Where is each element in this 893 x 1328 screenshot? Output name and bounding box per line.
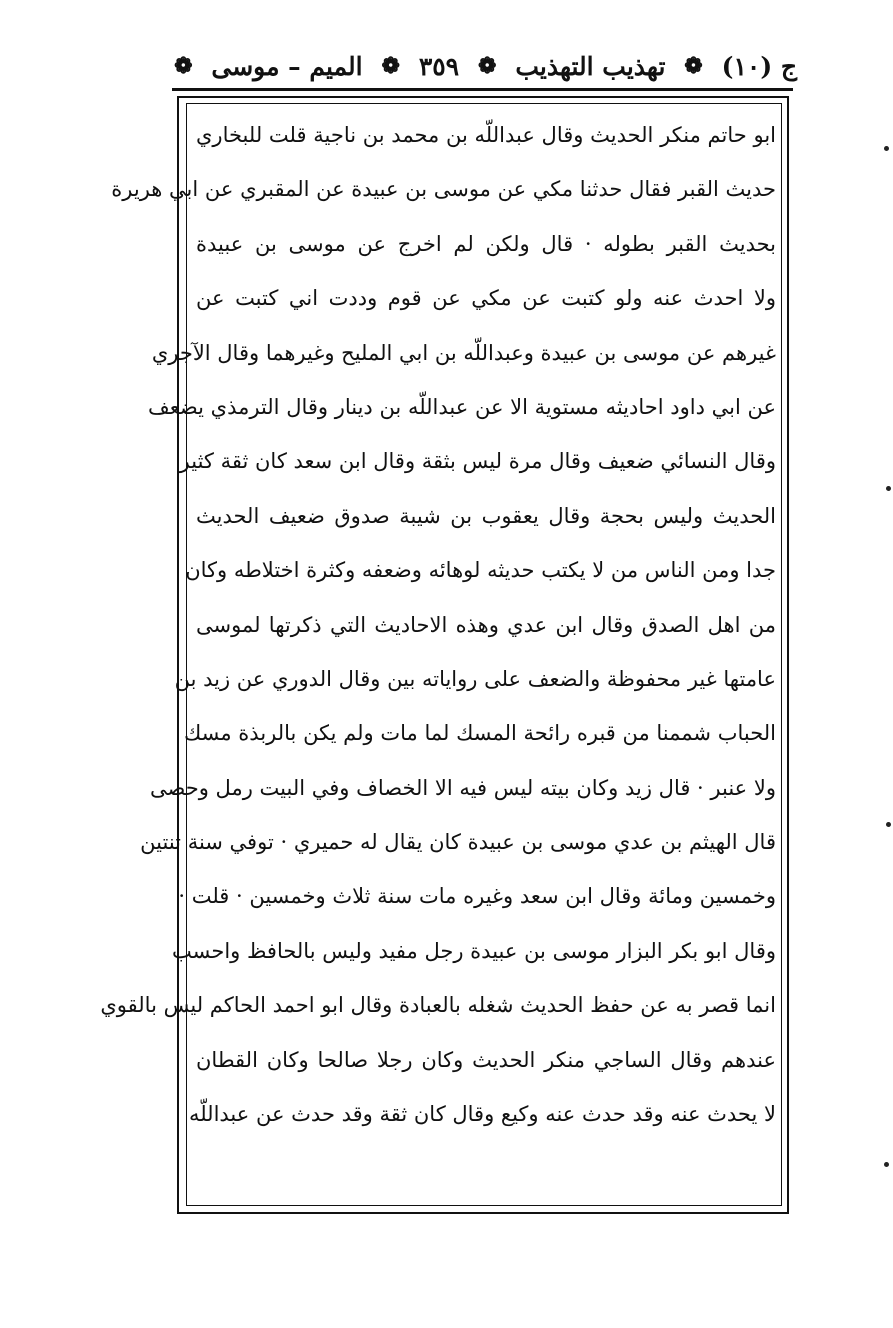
- header-volume: ج (١٠): [721, 51, 797, 81]
- text-line: وخمسين ومائة وقال ابن سعد وغيره مات سنة ثلاث وخمسين · قلت ·: [178, 884, 776, 909]
- header-ornament-icon: ❁: [478, 53, 497, 79]
- text-line: حديث القبر فقال حدثنا مكي عن موسى بن عبيدة عن المقبري عن ابي هريرة: [111, 177, 776, 202]
- text-line: من اهل الصدق وقال ابن عدي وهذه الاحاديث التي ذكرتها لموسى: [196, 612, 776, 637]
- header-page-number: ٣٥٩: [418, 51, 460, 81]
- text-line: الحديث وليس بحجة وقال يعقوب بن شيبة صدوق ضعيف الحديث: [196, 503, 776, 528]
- header-ornament-icon: ❁: [684, 53, 703, 79]
- text-line: ولا احدث عنه ولو كتبت عن مكي عن قوم وددت اني كتبت عن: [196, 286, 776, 311]
- text-line: الحباب شممنا من قبره رائحة المسك لما مات ولم يكن بالربذة مسك: [183, 721, 776, 746]
- header-section: الميم – موسى: [211, 51, 363, 81]
- header-ornament-icon: ❁: [381, 53, 400, 79]
- margin-speck: [886, 822, 891, 827]
- text-line: جدا ومن الناس من لا يكتب حديثه لوهائه وضعفه وكثرة اختلاطه وكان: [185, 558, 776, 583]
- margin-speck: [886, 486, 891, 491]
- text-line: عامتها غير محفوظة والضعف على رواياته بين وقال الدوري عن زيد بن: [174, 666, 776, 691]
- body-text: [100, 108, 776, 1198]
- text-line: غيرهم عن موسى بن عبيدة وعبداللّه بن ابي المليح وغيرهما وقال الآجري: [151, 340, 776, 365]
- text-line: وقال ابو بكر البزار موسى بن عبيدة رجل مفيد وليس بالحافظ واحسب: [172, 938, 776, 963]
- text-line: لا يحدث عنه وقد حدث عنه وكيع وقال كان ثقة وقد حدث عن عبداللّه: [188, 1102, 776, 1127]
- text-line: ولا عنبر · قال زيد وكان بيته ليس فيه الا الخصاف وفي البيت رمل وحصى: [150, 775, 776, 800]
- text-line: انما قصر به عن حفظ الحديث شغله بالعبادة وقال ابو احمد الحاكم ليس بالقوي: [100, 993, 776, 1018]
- text-line: بحديث القبر بطوله · قال ولكن لم اخرج عن موسى بن عبيدة: [196, 231, 776, 256]
- text-line: عن ابي داود احاديثه مستوية الا عن عبداللّه بن دينار وقال الترمذي يضعف: [148, 394, 776, 419]
- header-ornament-icon: ❁: [174, 53, 193, 79]
- header-book-title: تهذيب التهذيب: [515, 51, 666, 81]
- text-line: وقال النسائي ضعيف وقال مرة ليس بثقة وقال ابن سعد كان ثقة كثير: [179, 449, 776, 474]
- header-divider: [172, 88, 793, 91]
- margin-speck: [884, 146, 889, 151]
- running-header: [172, 44, 797, 88]
- text-line: قال الهيثم بن عدي موسى بن عبيدة كان يقال له حميري · توفي سنة ثنتين: [140, 830, 776, 855]
- margin-speck: [884, 1162, 889, 1167]
- text-line: ابو حاتم منكر الحديث وقال عبداللّه بن محمد بن ناجية قلت للبخاري: [196, 123, 776, 147]
- text-line: عندهم وقال الساجي منكر الحديث وكان رجلا صالحا وكان القطان: [196, 1047, 776, 1072]
